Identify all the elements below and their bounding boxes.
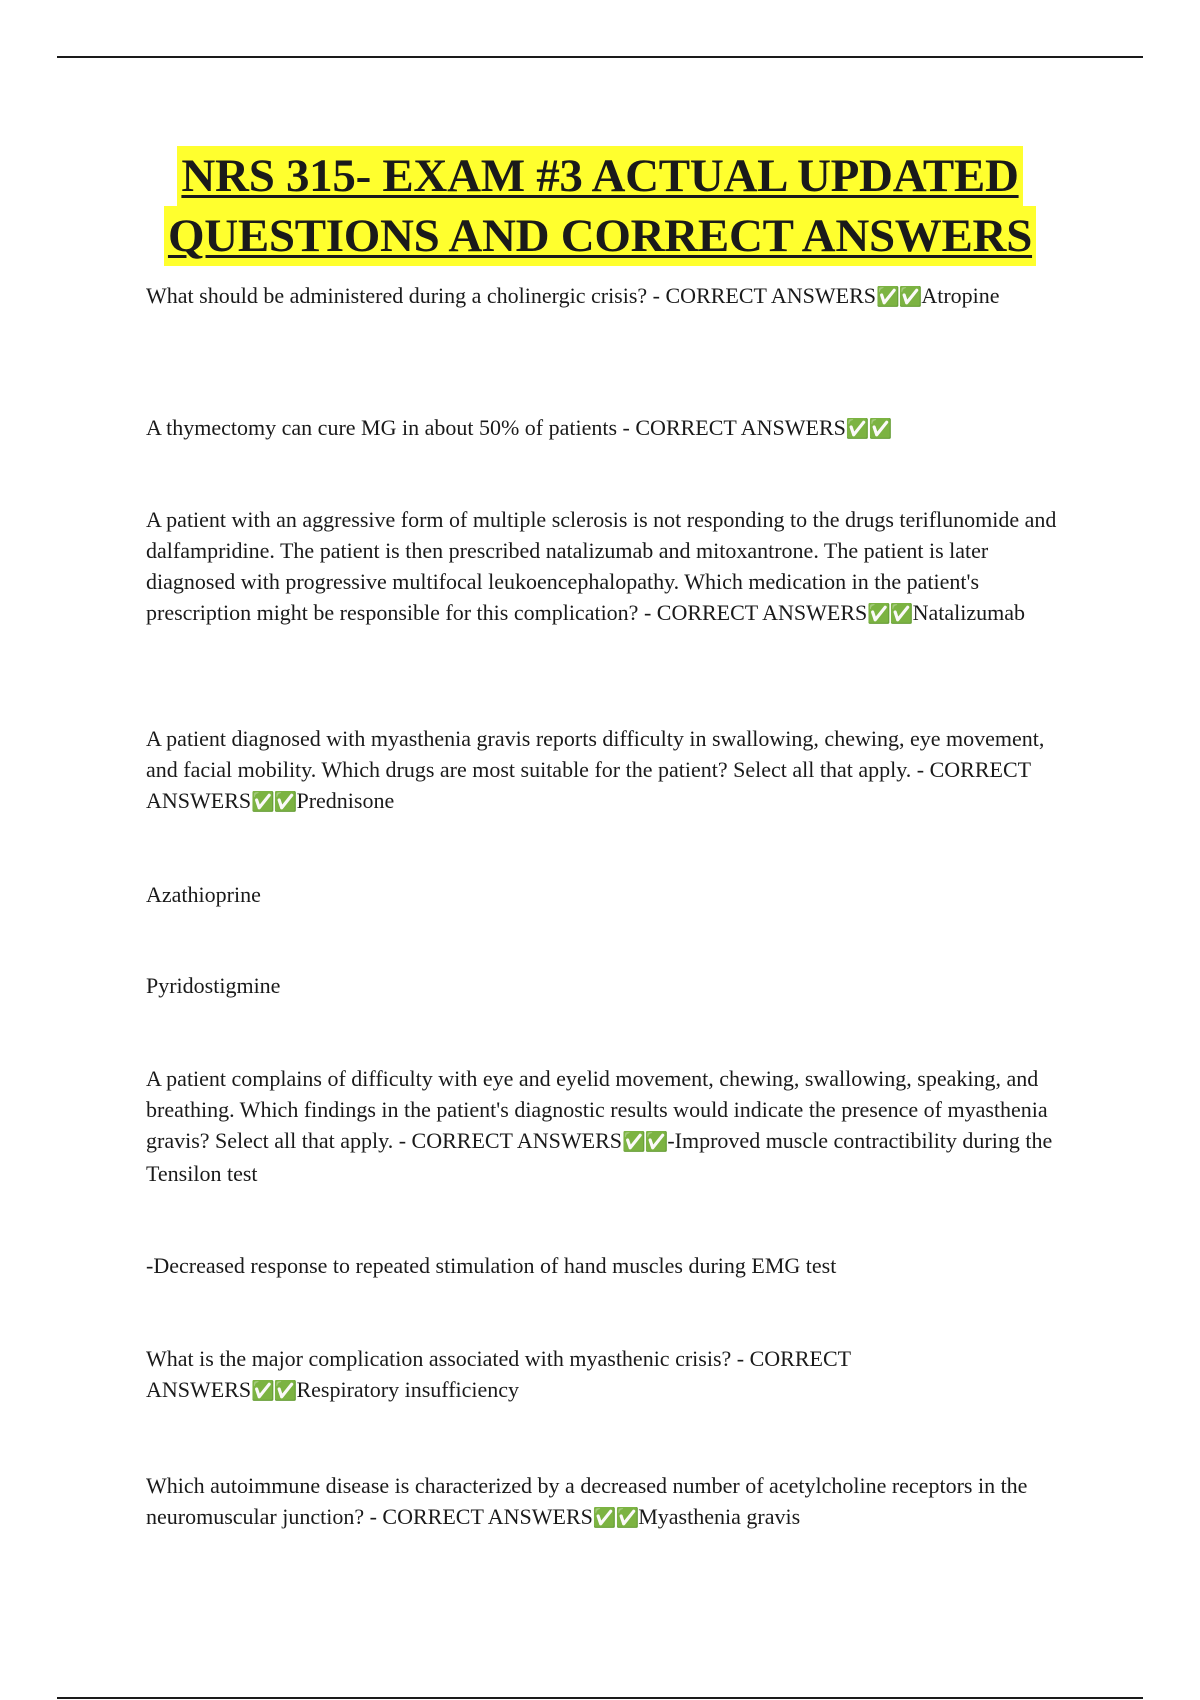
answer-text: Prednisone	[296, 788, 395, 813]
question-text: A patient with an aggressive form of multiple sclerosis is not responding to the drugs teriflunomide and dalfampridine. The patient is then prescribed natalizumab and mitoxantrone. The patient is later diagnosed with progressive multifocal leukoencephalopathy. Which medication in the patient's prescription might be responsible for this complication? - CORRECT ANSWERS	[146, 507, 1057, 625]
qa-entry-7	[146, 1470, 1066, 1534]
answer-line-azathioprine: Azathioprine	[146, 882, 261, 907]
answer-line-pyridostigmine: Pyridostigmine	[146, 973, 281, 998]
answer-text: Respiratory insufficiency	[296, 1377, 520, 1402]
question-text: A patient complains of difficulty with eye and eyelid movement, chewing, swallowing, speaking, and breathing. Which findings in the patient's diagnostic results would indicate the presence of myasthenia gravis? Select all that apply. - CORRECT ANSWERS	[146, 1066, 1048, 1153]
check-mark-icon: ✅✅	[867, 603, 913, 625]
qa-entry-1	[146, 280, 1066, 313]
answer-text: -Improved muscle contractibility during the Tensilon test	[146, 1128, 1053, 1186]
document-title	[0, 146, 1200, 266]
answer-text: Atropine	[921, 283, 1000, 308]
check-mark-icon: ✅✅	[622, 1131, 668, 1153]
answer-text: Myasthenia gravis	[638, 1504, 801, 1529]
question-text: What is the major complication associated with myasthenic crisis? - CORRECT ANSWERS	[146, 1346, 851, 1402]
check-mark-icon: ✅✅	[251, 1380, 297, 1402]
question-text: A patient diagnosed with myasthenia gravis reports difficulty in swallowing, chewing, eye movement, and facial mobility. Which drugs are most suitable for the patient? Select all that apply. - CORRECT ANSWERS	[146, 726, 1045, 813]
qa-entry-2	[146, 412, 1066, 445]
top-rule	[57, 56, 1143, 58]
check-mark-icon: ✅✅	[845, 418, 892, 440]
title-line-2: QUESTIONS AND CORRECT ANSWERS	[164, 206, 1036, 266]
bottom-rule	[57, 1697, 1143, 1699]
qa-entry-6	[146, 1343, 1066, 1407]
check-mark-icon: ✅✅	[251, 791, 297, 813]
question-text: What should be administered during a cholinergic crisis? - CORRECT ANSWERS	[146, 283, 876, 308]
check-mark-icon: ✅✅	[592, 1507, 639, 1529]
qa-entry-4	[146, 723, 1066, 818]
answer-text: Natalizumab	[912, 600, 1025, 625]
title-line-1: NRS 315- EXAM #3 ACTUAL UPDATED	[177, 146, 1022, 206]
qa-entry-3	[146, 504, 1066, 630]
question-text: Which autoimmune disease is characterized by a decreased number of acetylcholine receptors in the neuromuscular junction? - CORRECT ANSWERS	[146, 1473, 1028, 1529]
question-text: A thymectomy can cure MG in about 50% of patients - CORRECT ANSWERS	[146, 415, 846, 440]
check-mark-icon: ✅✅	[875, 286, 922, 308]
answer-line-emg: -Decreased response to repeated stimulation of hand muscles during EMG test	[146, 1253, 837, 1278]
qa-entry-5	[146, 1063, 1066, 1189]
